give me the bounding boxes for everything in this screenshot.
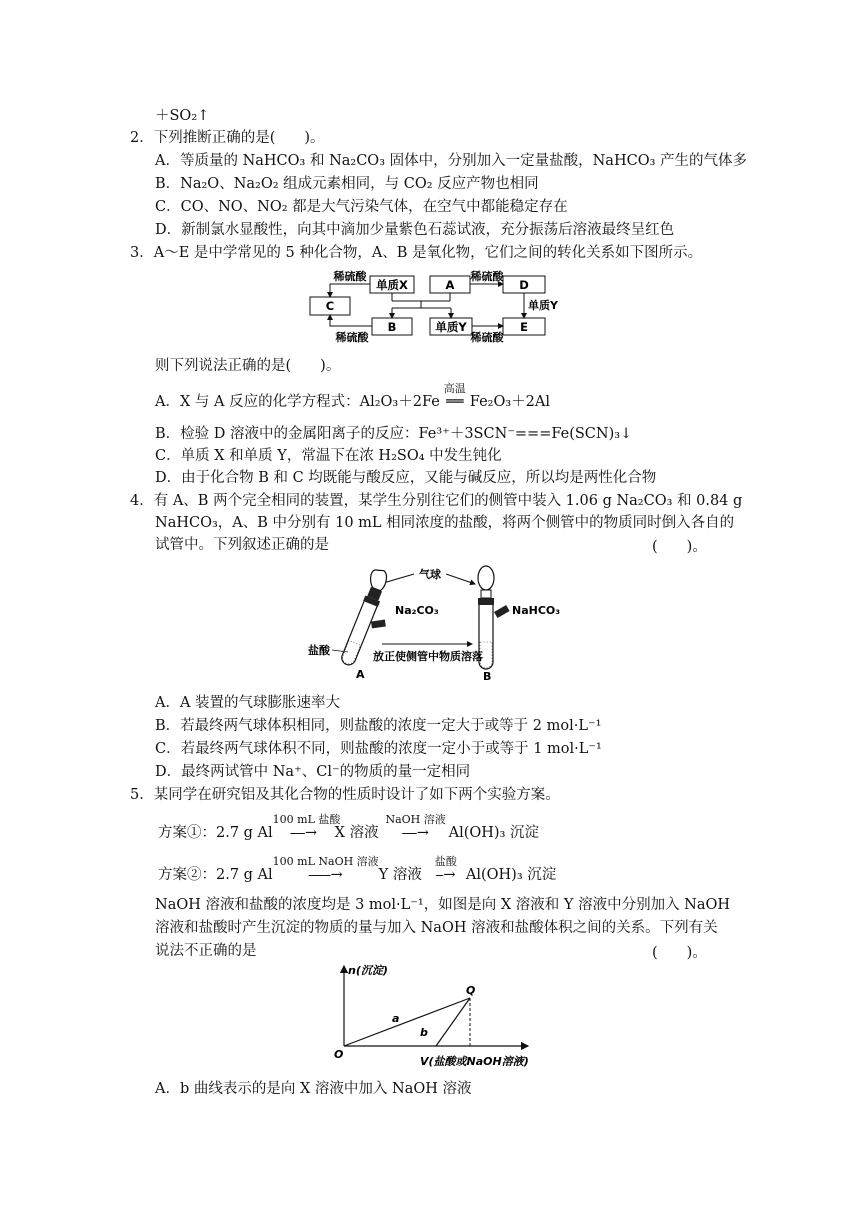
q3-option-d: D．由于化合物 B 和 C 均既能与酸反应，又能与碱反应，所以均是两性化合物 — [155, 470, 657, 486]
q5-plan1-prefix: 方案①：2.7 g Al — [158, 825, 273, 841]
q4-line3: 试管中。下列叙述正确的是 — [155, 537, 329, 553]
q5-plan2-condition2: 盐酸 — [434, 855, 457, 868]
q3-followup: 则下列说法正确的是( )。 — [155, 358, 341, 374]
box-element-y-label: 单质Y — [435, 320, 467, 334]
q5-plan2-condition1: 100 mL NaOH 溶液 — [272, 855, 379, 868]
q5-desc-line2: 溶液和盐酸时产生沉淀的物质的量与加入 NaOH 溶液和盐酸体积之间的关系。下列有关 — [155, 920, 718, 936]
q5-plan2 — [158, 855, 557, 885]
q3-conversion-diagram — [300, 268, 565, 344]
q3-option-a-eqsign: 高温 ══ — [440, 392, 470, 412]
q5-option-a: A．b 曲线表示的是向 X 溶液中加入 NaOH 溶液 — [155, 1081, 472, 1097]
q2-stem: 2．下列推断正确的是( )。 — [130, 130, 325, 146]
q4-option-a: A．A 装置的气球膨胀速率大 — [155, 695, 341, 711]
graph-curve-a-label: a — [392, 1012, 400, 1025]
box-c-label: C — [325, 299, 335, 313]
box-b-label: B — [387, 320, 397, 334]
label-balloon: 气球 — [419, 568, 441, 581]
q5-stem: 5．某同学在研究铝及其化合物的性质时设计了如下两个实验方案。 — [130, 787, 560, 803]
label-pour-arrow: 放正使侧管中物质溶落 — [373, 650, 483, 663]
label-acid-a: 稀硫酸 — [470, 270, 504, 283]
q3-stem: 3．A～E 是中学常见的 5 种化合物，A、B 是氧化物，它们之间的转化关系如下图所示。 — [130, 245, 703, 261]
q5-plan2-prefix: 方案②：2.7 g Al — [158, 867, 273, 883]
q3-option-a-condition: 高温 — [443, 382, 466, 395]
q4-option-d: D．最终两试管中 Na⁺、Cl⁻的物质的量一定相同 — [155, 764, 471, 780]
q2-option-b: B．Na₂O、Na₂O₂ 组成元素相同，与 CO₂ 反应产物也相同 — [155, 176, 539, 192]
graph-y-label: n(沉淀) — [348, 964, 388, 977]
q5-plan1-condition2: NaOH 溶液 — [385, 813, 446, 826]
q5-desc-line3: 说法不正确的是 — [155, 943, 257, 959]
graph-curve-b-label: b — [420, 1026, 428, 1039]
q4-option-c: C．若最终两气球体积不同，则盐酸的浓度一定小于或等于 1 mol·L⁻¹ — [155, 741, 602, 757]
label-na2co3: Na₂CO₃ — [395, 604, 439, 617]
q5-plan1 — [158, 813, 539, 843]
q2-option-d: D．新制氯水显酸性，向其中滴加少量紫色石蕊试液，充分振荡后溶液最终呈红色 — [155, 222, 675, 238]
q3-option-a-suffix: Fe₂O₃＋2Al — [469, 394, 550, 410]
label-apparatus-b: B — [483, 670, 492, 682]
q3-option-a — [155, 382, 550, 412]
q3-option-a-prefix: A．X 与 A 反应的化学方程式：Al₂O₃＋2Fe — [155, 394, 440, 410]
curve-b — [436, 998, 470, 1046]
q2-option-c: C．CO、NO、NO₂ 都是大气污染气体，在空气中都能稳定存在 — [155, 199, 568, 215]
q4-line1: 4．有 A、B 两个完全相同的装置，某学生分别往它们的侧管中装入 1.06 g Na₂CO₃ 和 0.84 g — [130, 493, 743, 509]
graph-x-label: V(盐酸或NaOH溶液) — [420, 1055, 529, 1068]
q5-plan1-condition1: 100 mL 盐酸 — [272, 813, 341, 826]
q4-apparatus-figure — [300, 560, 560, 682]
label-element-y: 单质Y — [528, 299, 558, 312]
q5-plan2-mid: Y 溶液 — [378, 867, 422, 883]
q5-graph — [328, 960, 538, 1070]
box-a-label: A — [445, 278, 455, 292]
label-nahco3: NaHCO₃ — [512, 604, 560, 617]
q3-option-b: B．检验 D 溶液中的金属阳离子的反应：Fe³⁺＋3SCN⁻===Fe(SCN)₃↓ — [155, 426, 633, 442]
q5-plan1-end: Al(OH)₃ 沉淀 — [448, 825, 539, 841]
previous-equation-tail: ＋SO₂↑ — [155, 108, 210, 124]
q4-answer-paren: ( )。 — [652, 539, 707, 555]
curve-a — [344, 998, 470, 1046]
box-element-x-label: 单质X — [376, 278, 408, 292]
q5-answer-paren: ( )。 — [652, 945, 707, 961]
graph-origin: O — [334, 1048, 344, 1061]
q5-plan1-arrow2: NaOH 溶液 ⎯⎯→ — [383, 823, 449, 843]
q5-desc-line1: NaOH 溶液和盐酸的浓度均是 3 mol·L⁻¹，如图是向 X 溶液和 Y 溶液中分别加入 NaOH — [155, 897, 731, 913]
box-e-label: E — [520, 320, 528, 334]
label-acid-y: 稀硫酸 — [470, 331, 504, 344]
q4-option-b: B．若最终两气球体积相同，则盐酸的浓度一定大于或等于 2 mol·L⁻¹ — [155, 718, 602, 734]
q4-line2: NaHCO₃，A、B 中分别有 10 mL 相同浓度的盐酸，将两个侧管中的物质同时倒入各自的 — [155, 515, 735, 531]
box-d-label: D — [519, 278, 529, 292]
q5-plan2-arrow2: 盐酸 ⎯→ — [426, 865, 466, 885]
q5-plan1-arrow1: 100 mL 盐酸 ⎯⎯→ — [273, 823, 335, 843]
q3-option-c: C．单质 X 和单质 Y，常温下在浓 H₂SO₄ 中发生钝化 — [155, 448, 502, 464]
label-apparatus-a: A — [356, 668, 365, 681]
q5-plan1-mid: X 溶液 — [334, 825, 379, 841]
q2-option-a: A．等质量的 NaHCO₃ 和 Na₂CO₃ 固体中，分别加入一定量盐酸，NaHCO₃ 产生的气体多 — [155, 153, 747, 169]
q5-plan2-end: Al(OH)₃ 沉淀 — [465, 867, 557, 883]
label-acid-x: 稀硫酸 — [333, 270, 367, 283]
graph-point-q: Q — [466, 984, 476, 997]
label-acid: 盐酸 — [308, 644, 330, 657]
label-acid-b: 稀硫酸 — [335, 331, 369, 344]
q5-plan2-arrow1: 100 mL NaOH 溶液 ⎯⎯⎯→ — [273, 865, 379, 885]
